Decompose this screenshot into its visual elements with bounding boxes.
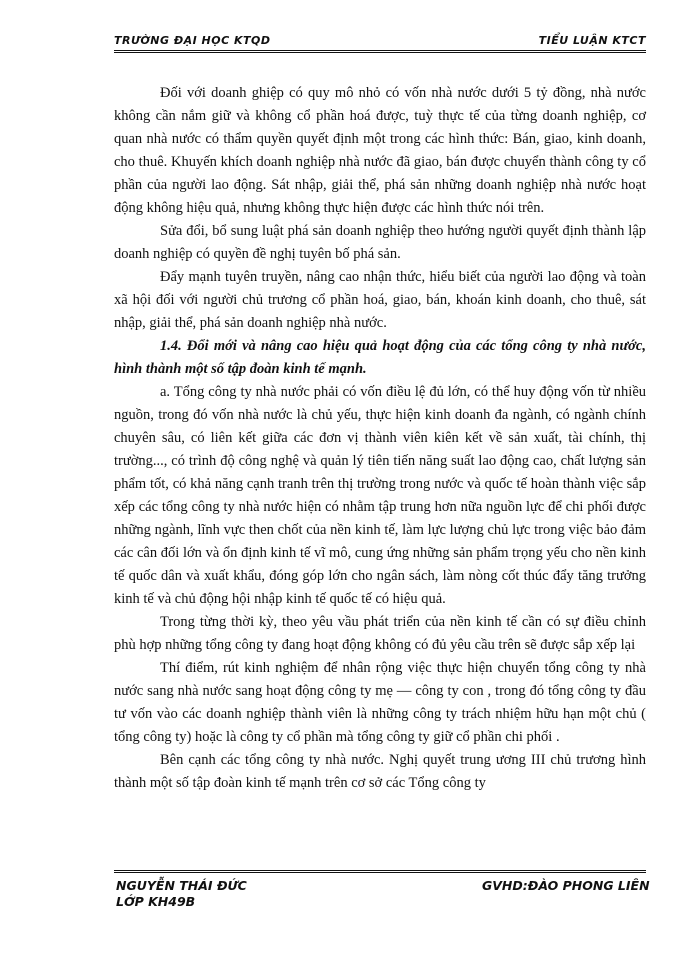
footer-advisor: GVHD:ĐÀO PHONG LIÊN: [482, 878, 650, 893]
header-rule: [114, 50, 646, 53]
paragraph: Bên cạnh các tổng công ty nhà nước. Nghị quyết trung ương III chủ trương hình thành một số tập đoàn kinh tế mạnh trên cơ sở các Tổng công ty: [114, 752, 646, 791]
section-heading: 1.4. Đổi mới và nâng cao hiệu quả hoạt động của các tổng công ty nhà nước, hình thành một số tập đoàn kinh tế mạnh.: [114, 338, 646, 377]
author-class: LỚP KH49B: [116, 894, 196, 909]
paragraph: Đối với doanh ghiệp có quy mô nhỏ có vốn nhà nước dưới 5 tỷ đồng, nhà nước không cần nắm giữ và không cổ phần hoá được, tuỳ thực tế của từng doanh nghiệp, cơ quan nhà nước có thẩm quyền quyết định một trong các hình thức: Bán, giao, kinh doanh, cho thuê. Khuyến khích doanh nghiệp nhà nước đã giao, bán được chuyển thành công ty cổ phần của người lao động. Sát nhập, giải thể, phá sản những doanh nghiệp nhà nước hoạt động không hiệu quả, nhưng không thực hiện được các hình thức nói trên.: [114, 85, 646, 216]
author-name: NGUYỄN THÁI ĐỨC: [116, 878, 247, 893]
paragraph: Thí điểm, rút kinh nghiệm để nhân rộng việc thực hiện chuyển tổng công ty nhà nước sang nhà nước sang hoạt động công ty mẹ — công ty con , trong đó tổng công ty đầu tư vốn vào các doanh nghiệp thành viên là những công ty trách nhiệm hữu hạn một chủ ( tổng công ty) hoặc là công ty cổ phần mà tổng công ty giữ cổ phần chi phối .: [114, 660, 646, 745]
footer-author: [116, 878, 247, 910]
header-school: TRƯỜNG ĐẠI HỌC KTQD: [114, 34, 271, 47]
header-doc-type: TIỂU LUẬN KTCT: [538, 34, 646, 47]
paragraph: Đẩy mạnh tuyên truyền, nâng cao nhận thức, hiểu biết của người lao động và toàn xã hội đối với người chủ trương cổ phần hoá, giao, bán, khoán kinh doanh, cho thuê, sát nhập, giải thể, phá sản doanh nghiệp nhà nước.: [114, 269, 646, 331]
paragraph: Trong từng thời kỳ, theo yêu vầu phát triển của nền kinh tế cần có sự điều chỉnh phù hợp những tổng công ty đang hoạt động không có đủ yêu cầu trên sẽ được sắp xếp lại: [114, 614, 646, 653]
paragraph: Sửa đổi, bổ sung luật phá sản doanh nghiệp theo hướng người quyết định thành lập doanh nghiệp có quyền đề nghị tuyên bố phá sản.: [114, 223, 646, 262]
paragraph: a. Tổng công ty nhà nước phải có vốn điều lệ đủ lớn, có thể huy động vốn từ nhiều nguồn, trong đó vốn nhà nước là chủ yếu, thực hiện kinh doanh đa ngành, có ngành chính chuyên sâu, có liên kết giữa các đơn vị thành viên kiên kết về sản xuất, tài chính, thị trường..., có trình độ công nghệ và quản lý tiên tiến năng suất lao động cao, chất lượng sản phẩm tốt, có khả năng cạnh tranh trên thị trường trong nước và quốc tế hoàn thành việc sắp xếp các tổng công ty nhà nước hiện có nhằm tập trung hơn nữa nguồn lực để chi phối được những ngành, lĩnh vực then chốt của nền kinh tế, làm lực lượng chủ lực trong việc bảo đảm các cân đối lớn và ổn định kinh tế vĩ mô, cung ứng những sản phẩm trọng yếu cho nền kinh tế quốc dân và xuất khẩu, đóng góp lớn cho ngân sách, làm nòng cốt thúc đẩy tăng trưởng kinh tế và chủ động hội nhập kinh tế quốc tế có hiệu quả.: [114, 384, 646, 607]
footer-rule: [114, 870, 646, 873]
document-body: [114, 82, 646, 795]
